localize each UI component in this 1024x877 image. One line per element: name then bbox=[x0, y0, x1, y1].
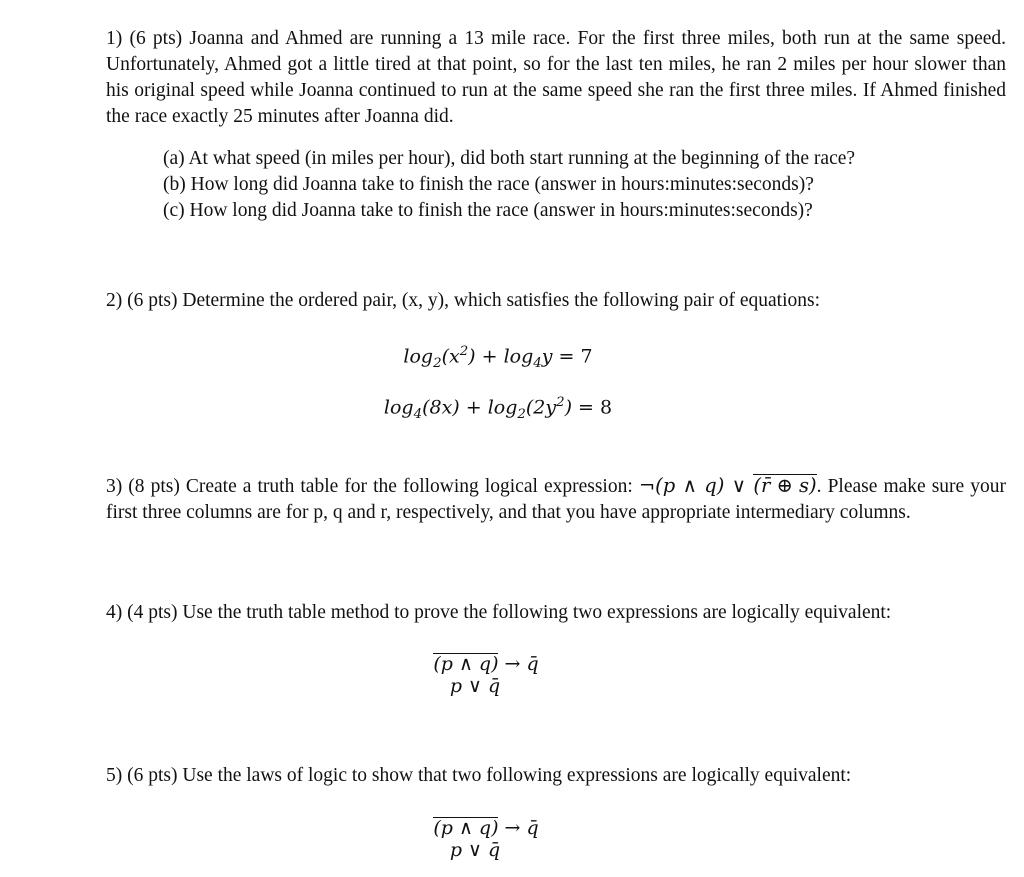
question-5-text: 5) (6 pts) Use the laws of logic to show that two following expressions are logically equivalent: bbox=[106, 765, 852, 786]
question-1-parts bbox=[163, 146, 1006, 224]
question-1-text: 1) (6 pts) Joanna and Ahmed are running a 13 mile race. For the first three miles, both run at the same speed. Unfortunately, Ahmed got a little tired at that point, so for the last ten miles, he ran 2 miles per hour slower than his original speed while Joanna continued to run at the same speed she ran the first three miles. If Ahmed finished the race exactly 25 minutes after Joanna did. bbox=[106, 28, 1006, 127]
logical-expression: ¬(p ∧ q) ∨ (r̄ ⊕ s) bbox=[638, 474, 817, 497]
question-4 bbox=[106, 600, 1006, 626]
equation-1: $\log_2(x^2) + \log_4y = 7$ bbox=[403, 344, 593, 372]
question-3-text bbox=[106, 473, 1006, 526]
expression-2: p ∨ q̄ bbox=[449, 675, 501, 697]
question-4-expressions bbox=[36, 653, 936, 697]
question-1-part-a: (a) At what speed (in miles per hour), did both start running at the beginning of the race? bbox=[163, 148, 856, 169]
question-3 bbox=[106, 473, 1006, 526]
question-4-text: 4) (4 pts) Use the truth table method to prove the following two expressions are logically equivalent: bbox=[106, 602, 892, 623]
question-5-expressions bbox=[36, 817, 936, 861]
question-1 bbox=[106, 26, 1006, 224]
expression-1: (p ∧ q) → q̄ bbox=[433, 817, 539, 839]
question-2-text: 2) (6 pts) Determine the ordered pair, (x, y), which satisfies the following pair of equations: bbox=[106, 290, 821, 311]
question-3-text-before: 3) (8 pts) Create a truth table for the following logical expression: bbox=[106, 476, 633, 497]
question-3-text-after: . Please make sure your first three columns are for p, q and r, respectively, and that you have appropriate intermediary columns. bbox=[106, 476, 1006, 523]
expression-2: p ∨ q̄ bbox=[449, 839, 501, 861]
question-5 bbox=[106, 763, 1006, 789]
question-2-equations bbox=[106, 344, 1006, 422]
expression-1: (p ∧ q) → q̄ bbox=[433, 653, 539, 675]
question-2 bbox=[106, 288, 1006, 314]
question-1-part-b: (b) How long did Joanna take to finish the race (answer in hours:minutes:seconds)? bbox=[163, 174, 814, 195]
equation-2: $\log_4(8x) + \log_2(2y^2) = 8$ bbox=[383, 395, 613, 423]
question-1-part-c: (c) How long did Joanna take to finish the race (answer in hours:minutes:seconds)? bbox=[163, 200, 813, 221]
